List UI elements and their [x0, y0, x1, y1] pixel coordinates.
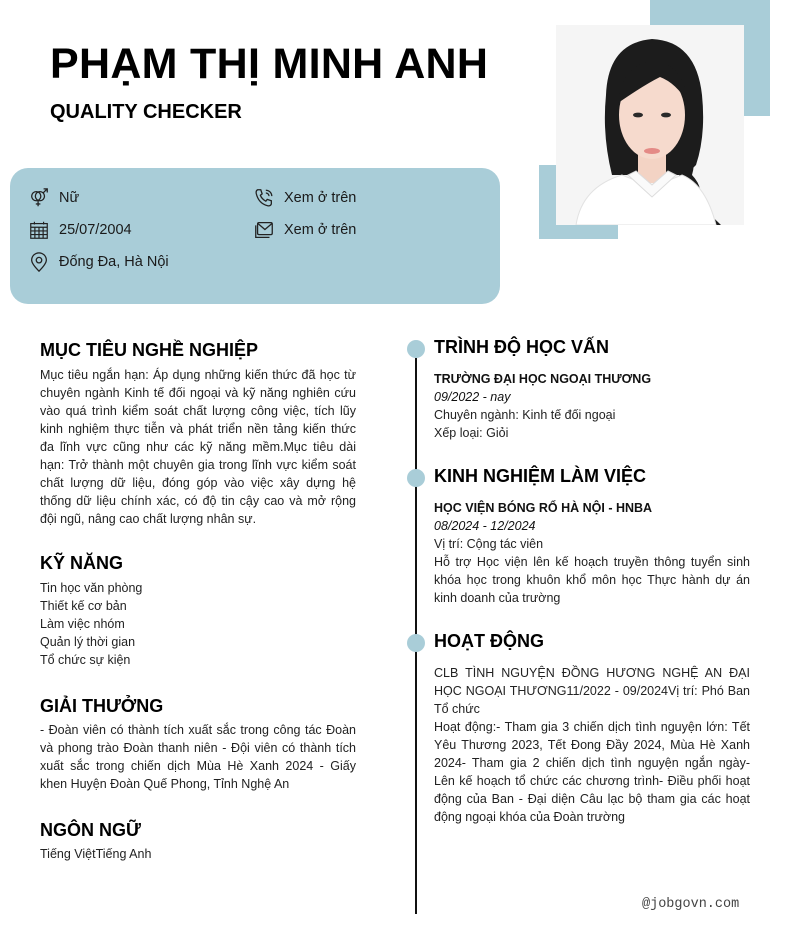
objective-title: MỤC TIÊU NGHỀ NGHIỆP — [40, 340, 259, 360]
skill-item: Tổ chức sự kiện — [40, 653, 131, 667]
education-major: Chuyên ngành: Kinh tế đối ngoại — [434, 408, 616, 422]
contact-birthday — [28, 219, 132, 241]
gender-icon — [28, 187, 50, 209]
timeline-dot-experience — [407, 469, 425, 487]
contact-address — [28, 251, 169, 273]
timeline-dot-education — [407, 340, 425, 358]
gender-value: Nữ — [59, 190, 80, 206]
awards-text: - Đoàn viên có thành tích xuất sắc trong công tác Đoàn và phong trào Đoàn thanh niên - Đội viên có thành tích xuất sắc trong chiến dịch Mùa Hè Xanh 2024 - Giấy khen Huyện Đoàn Quế Phong, Tỉnh Nghệ An — [40, 723, 356, 791]
job-title: QUALITY CHECKER — [50, 101, 242, 123]
contact-gender — [28, 187, 79, 209]
activities-title: HOẠT ĐỘNG — [434, 631, 544, 651]
activities-entry — [434, 664, 750, 826]
phone-value: Xem ở trên — [284, 190, 357, 206]
activities-details: Hoạt động:- Tham gia 3 chiến dịch tình nguyện lớn: Tết Yêu Thương 2023, Tết Đong Đầy 2024, Mùa Hè Xanh 2024- Tham gia 2 chiến dịch tình nguyện ngắn ngày- Lên kế hoạch tổ chức các chương trình- Điều phối hoạt động của Ban - Đại diện Câu lạc bộ tham gia các hoạt động ngoại khóa của Đoàn trường — [434, 720, 750, 824]
experience-position: Vị trí: Cộng tác viên — [434, 537, 544, 551]
experience-company: HỌC VIỆN BÓNG RỔ HÀ NỘI - HNBA — [434, 501, 653, 515]
experience-date: 08/2024 - 12/2024 — [434, 519, 536, 533]
languages-text: Tiếng ViệtTiếng Anh — [40, 847, 152, 861]
languages-title: NGÔN NGỮ — [40, 820, 141, 840]
skills-list — [40, 579, 142, 669]
mail-icon — [253, 219, 275, 241]
calendar-icon — [28, 219, 50, 241]
portrait-illustration — [556, 25, 744, 225]
experience-entry — [434, 499, 750, 607]
watermark: @jobgovn.com — [642, 897, 740, 912]
contact-info-box — [10, 168, 500, 304]
phone-icon — [253, 187, 275, 209]
education-entry — [434, 370, 750, 442]
education-date: 09/2022 - nay — [434, 390, 511, 404]
experience-description: Hỗ trợ Học viện lên kế hoạch truyền thông tuyển sinh khóa học trong khuôn khổ môn học Thực hành dự án kinh doanh của trường — [434, 555, 750, 605]
skills-title: KỸ NĂNG — [40, 553, 124, 573]
activities-summary: CLB TÌNH NGUYỆN ĐỒNG HƯƠNG NGHỆ AN ĐẠI HỌC NGOẠI THƯƠNG11/2022 - 09/2024Vị trí: Phó Ban Tổ chức — [434, 666, 750, 716]
awards-title: GIẢI THƯỞNG — [40, 696, 164, 716]
profile-photo — [556, 25, 744, 225]
skill-item: Thiết kế cơ bản — [40, 599, 127, 613]
education-school: TRƯỜNG ĐẠI HỌC NGOẠI THƯƠNG — [434, 372, 652, 386]
contact-phone — [253, 187, 356, 209]
timeline-dot-activities — [407, 634, 425, 652]
objective-text: Mục tiêu ngắn hạn: Áp dụng những kiến thức đã học từ chuyên ngành Kinh tế đối ngoại và kỹ năng nghiên cứu vào quá trình kiểm soát chất lượng công việc, tích lũy kinh nghiệm thực tiễn và phát triển nền tảng kiến thức đa lĩnh vực cũng như các kỹ năng mềm.Mục tiêu dài hạn: Trở thành một chuyên gia trong lĩnh vực kiểm soát chất lượng dữ liệu, đóng góp vào việc xây dựng hệ thống dữ liệu chính xác, có độ tin cậy cao và mở rộng đội ngũ, nâng cao chất lượng nhân sự. — [40, 368, 356, 526]
education-title: TRÌNH ĐỘ HỌC VẤN — [434, 337, 609, 357]
skill-item: Tin học văn phòng — [40, 581, 143, 595]
birthday-value: 25/07/2004 — [59, 222, 132, 238]
skill-item: Quản lý thời gian — [40, 635, 136, 649]
address-value: Đống Đa, Hà Nội — [59, 254, 169, 270]
contact-email — [253, 219, 356, 241]
experience-title: KINH NGHIỆM LÀM VIỆC — [434, 466, 647, 486]
location-pin-icon — [28, 251, 50, 273]
candidate-name: PHẠM THỊ MINH ANH — [50, 40, 489, 88]
education-grade: Xếp loại: Giỏi — [434, 426, 509, 440]
email-value: Xem ở trên — [284, 222, 357, 238]
skill-item: Làm việc nhóm — [40, 617, 125, 631]
